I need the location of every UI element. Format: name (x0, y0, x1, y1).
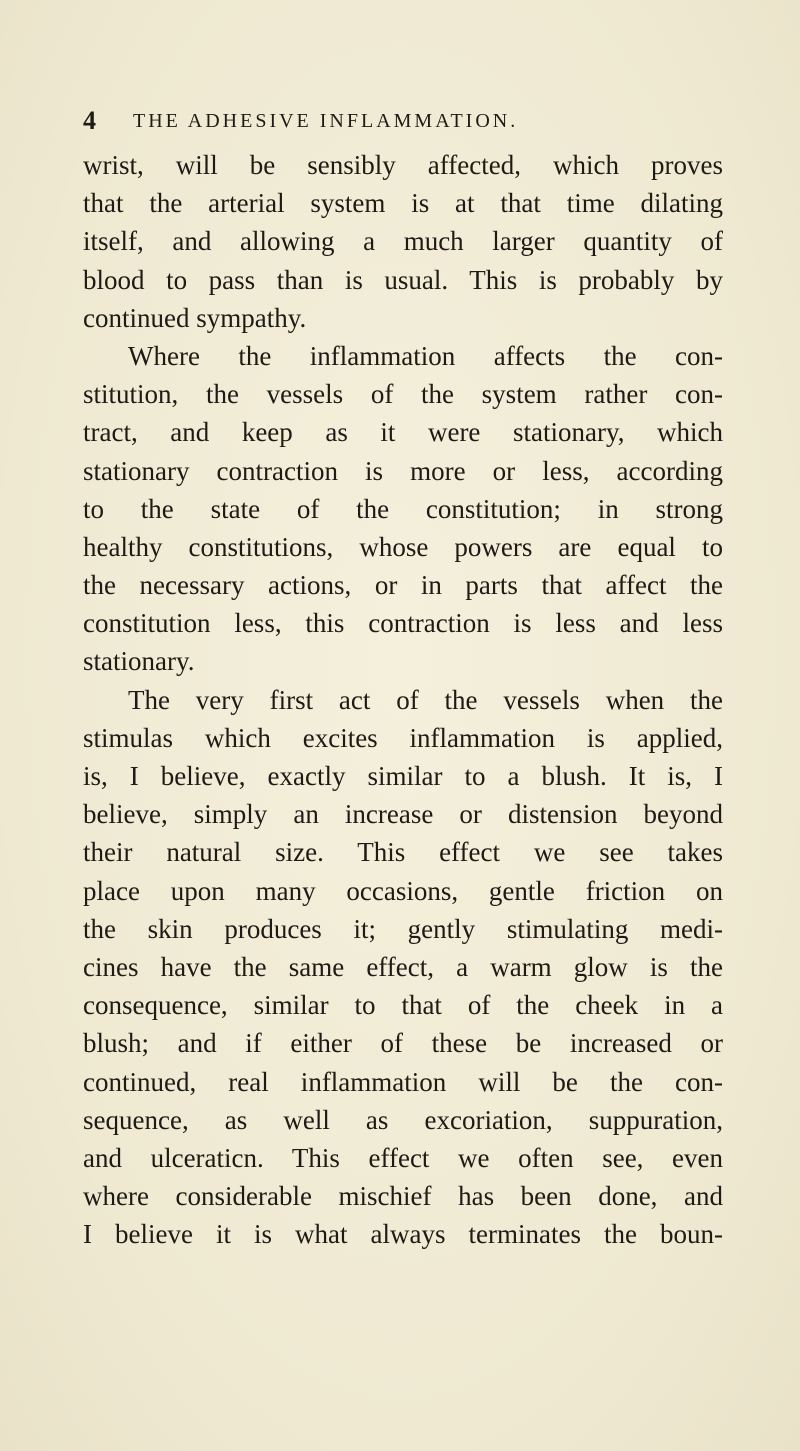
text-line: believe, simply an increase or distension beyond (83, 799, 723, 830)
text-line: healthy constitutions, whose powers are equal to (83, 531, 723, 562)
text-line: Where the inflammation affects the con- (128, 340, 723, 371)
page-header (83, 106, 723, 136)
text-line: is, I believe, exactly similar to a blush. It is, I (83, 761, 723, 791)
text-line: continued sympathy. (83, 302, 307, 333)
text-line: The very first act of the vessels when the (128, 684, 723, 715)
text-line: tract, and keep as it were stationary, which (83, 417, 723, 448)
text-line: continued, real inflammation will be the con- (83, 1066, 723, 1097)
text-line: the necessary actions, or in parts that affect the (83, 570, 723, 601)
text-line: stitution, the vessels of the system rather con- (83, 379, 723, 410)
text-line: to the state of the constitution; in strong (83, 493, 723, 524)
text-line: blood to pass than is usual. This is probably by (83, 264, 723, 295)
text-line: that the arterial system is at that time dilating (83, 188, 723, 219)
text-line: the skin produces it; gently stimulating medi- (83, 913, 723, 944)
text-line: itself, and allowing a much larger quantity of (83, 226, 723, 257)
text-line: wrist, will be sensibly affected, which proves (83, 150, 723, 180)
text-line: where considerable mischief has been done, and (83, 1181, 723, 1212)
text-line: and ulceraticn. This effect we often see, even (83, 1142, 723, 1173)
text-line: cines have the same effect, a warm glow is the (83, 951, 723, 982)
running-head: THE ADHESIVE INFLAMMATION. (133, 110, 519, 132)
text-line: consequence, similar to that of the cheek in a (83, 990, 723, 1021)
text-line: stationary. (83, 646, 195, 677)
text-line: stationary contraction is more or less, according (83, 455, 723, 486)
page-number: 4 (83, 106, 96, 135)
text-line: place upon many occasions, gentle friction on (83, 875, 723, 906)
text-line: constitution less, this contraction is less and less (83, 608, 723, 639)
text-line: sequence, as well as excoriation, suppuration, (83, 1104, 723, 1135)
text-line: I believe it is what always terminates the boun- (83, 1219, 723, 1250)
body-text (83, 146, 723, 1253)
text-line: blush; and if either of these be increased or (83, 1028, 723, 1059)
text-line: their natural size. This effect we see takes (83, 837, 723, 868)
text-line: stimulas which excites inflammation is applied, (83, 722, 723, 753)
